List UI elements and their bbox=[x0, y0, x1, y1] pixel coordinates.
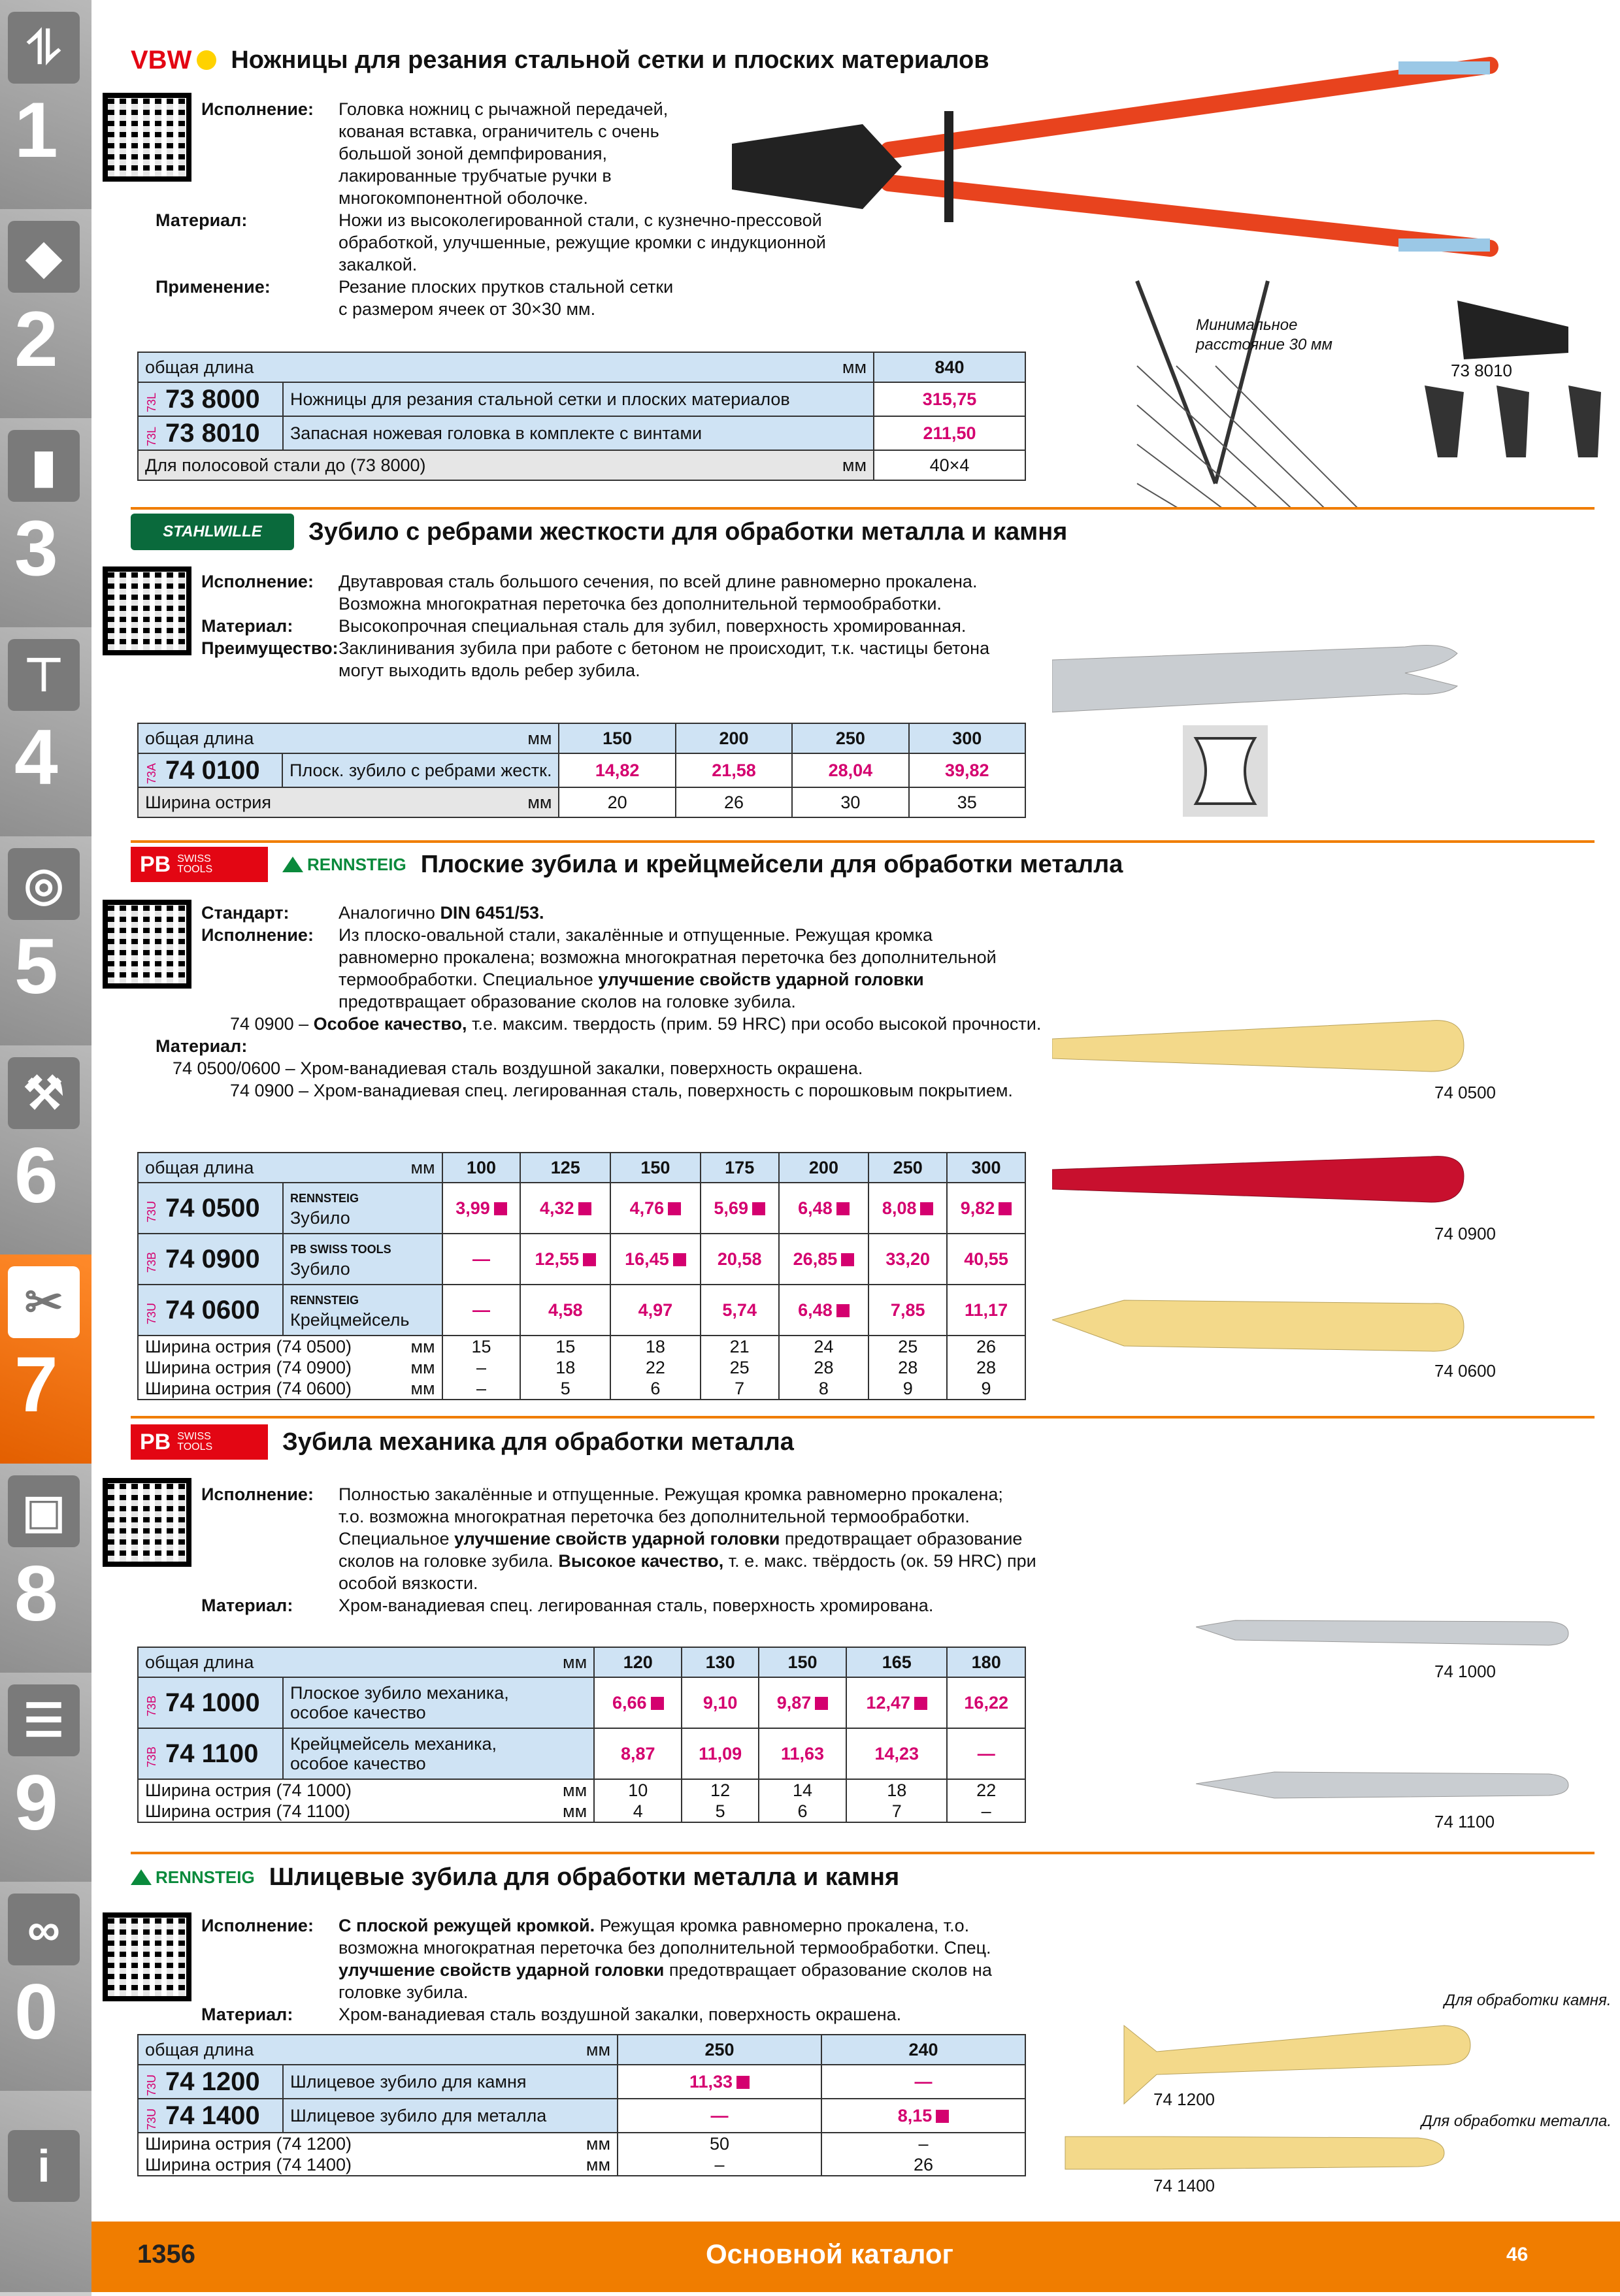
spec-row: Ширина острия (74 1100) мм 4 5 6 7 – bbox=[138, 1801, 1025, 1822]
section-title: Зубило с ребрами жесткости для обработки металла и камня bbox=[308, 517, 1068, 546]
chapter-tab-7[interactable]: ✂ 7 bbox=[0, 1255, 91, 1468]
brand-label: RENNSTEIG bbox=[290, 1294, 359, 1307]
chapter-tab-8[interactable]: ▣ 8 bbox=[0, 1464, 91, 1677]
catalog-page bbox=[91, 0, 1620, 2292]
section-header bbox=[131, 1422, 794, 1462]
price-cell: 11,17 bbox=[947, 1285, 1025, 1336]
price-cell: 4,32 bbox=[520, 1183, 610, 1234]
brand-label: PB SWISS TOOLS bbox=[290, 1243, 391, 1256]
product-images-slotted-chisels bbox=[1052, 1986, 1620, 2189]
qr-code-icon[interactable] bbox=[108, 1483, 186, 1562]
chapter-tab-1[interactable]: ⥮ 1 bbox=[0, 0, 91, 213]
price-cell: 4,76 bbox=[610, 1183, 701, 1234]
section-title: Шлицевые зубила для обработки металла и камня bbox=[269, 1863, 900, 1891]
image-caption: 73 8010 bbox=[1451, 361, 1512, 380]
price-cell: 16,22 bbox=[947, 1677, 1025, 1728]
section-header bbox=[131, 512, 1067, 551]
section-divider bbox=[131, 840, 1595, 843]
section-header bbox=[131, 845, 1123, 884]
qr-code-icon[interactable] bbox=[108, 1918, 186, 1996]
table-row[interactable]: 73L 73 8000 Ножницы для резания стальной сетки и плоских материалов 315,75 bbox=[138, 382, 1025, 416]
product-images-flat-chisels bbox=[1052, 1006, 1575, 1372]
rennsteig-logo: RENNSTEIG bbox=[282, 855, 406, 875]
price-cell: — bbox=[947, 1728, 1025, 1779]
safety-glasses-icon: ∞ bbox=[8, 1894, 80, 1965]
product-table-ribbed-chisel: общая длина мм 150 200 250 300 73A 74 0100 Плоск. зубило с ребрами жестк. 14,82 21,58 28,04 39,82 Ширина острия мм 20 26 30 35 bbox=[137, 723, 1026, 818]
stock-marker-icon bbox=[736, 2076, 750, 2089]
stock-marker-icon bbox=[920, 1202, 933, 1215]
section-divider bbox=[131, 507, 1595, 510]
price-cell: 14,23 bbox=[846, 1728, 947, 1779]
qr-code-icon[interactable] bbox=[108, 98, 186, 176]
price-cell: — bbox=[442, 1285, 521, 1336]
price-cell: 6,48 bbox=[779, 1285, 869, 1336]
price-cell: 40,55 bbox=[947, 1234, 1025, 1285]
grinding-disc-icon: ◎ bbox=[8, 848, 80, 920]
price-cell: 16,45 bbox=[610, 1234, 701, 1285]
product-table-flat-chisels: общая длина мм 100 125 150 175 200 250 300 73U 74 0500 RENNSTEIG Зубило 3,99 4,32 4,76 5,69 6,48 8,08 9,82 73B 74 0900 PB SWISS TOOLS Зубило — 12,55 16,45 20,58 26,85 33,20 40,55 73U 74 0600 RENNSTEIG Крейцмейсель — 4,58 4,97 5,74 6,48 7,85 11,17 Ширина острия (74 0500) мм 15 15 18 21 24 25 26 Ширина острия (74 0900) мм – 18 22 25 28 28 28 Ширина острия (74 0600) мм – 5 6 7 8 9 9 bbox=[137, 1152, 1026, 1400]
price-cell: 6,48 bbox=[779, 1183, 869, 1234]
collet-icon: ▮ bbox=[8, 430, 80, 502]
pb-swiss-tools-logo: PB SWISS TOOLS bbox=[131, 847, 268, 882]
image-caption: 74 1000 bbox=[1434, 1662, 1496, 1681]
price-cell: 8,87 bbox=[594, 1728, 682, 1779]
chapter-tab-3[interactable]: ▮ 3 bbox=[0, 418, 91, 631]
price-cell: — bbox=[618, 2099, 821, 2133]
table-row[interactable]: 73U 74 0500 RENNSTEIG Зубило 3,99 4,32 4,76 5,69 6,48 8,08 9,82 bbox=[138, 1183, 1025, 1234]
price-cell: 3,99 bbox=[442, 1183, 521, 1234]
chapter-tab-4[interactable]: ⊤ 4 bbox=[0, 627, 91, 840]
image-caption: 74 0900 bbox=[1434, 1224, 1496, 1243]
stock-marker-icon bbox=[673, 1253, 686, 1266]
product-table-shears: общая длина мм 840 73L 73 8000 Ножницы для резания стальной сетки и плоских материалов 315,75 73L 73 8010 Запасная ножевая головка в комплекте с винтами 211,50 Для полосовой стали до (73 8000) мм 40×4 bbox=[137, 352, 1026, 481]
stock-marker-icon bbox=[999, 1202, 1012, 1215]
stock-marker-icon bbox=[815, 1697, 828, 1710]
stock-marker-icon bbox=[936, 2110, 949, 2123]
stock-marker-icon bbox=[651, 1697, 664, 1710]
price-cell: — bbox=[442, 1234, 521, 1285]
footer-number: 46 bbox=[1506, 2244, 1529, 2265]
vbw-logo: VBW bbox=[131, 46, 216, 75]
section-title: Зубила механика для обработки металла bbox=[282, 1428, 794, 1456]
image-caption: 74 1200 bbox=[1153, 2090, 1215, 2109]
stock-marker-icon bbox=[836, 1304, 850, 1317]
product-images-mechanic-chisels bbox=[1196, 1614, 1588, 1810]
product-description: Стандарт: Аналогично DIN 6451/53. Исполнение: Из плоско-овальной стали, закалённые и отпущенные. Режущая кромка равномерно прокалена; возможна многократная переточка без дополнительной термообработки. Специальное улучшение свойств ударной головки предотвращает образование сколов на головке зубила. 74 0900 – Особое качество, т.е. максим. твердость (прим. 59 HRC) при особо высокой прочности. Материал: 74 0500/0600 – Хром-ванадиевая сталь воздушной закалки, поверхность окрашена. 74 0900 – Хром-ванадиевая спец. легированная сталь, поверхность с порошковым покрытием. bbox=[156, 903, 1042, 1100]
stock-marker-icon bbox=[578, 1202, 591, 1215]
stock-marker-icon bbox=[494, 1202, 507, 1215]
product-description: Исполнение: С плоской режущей кромкой. Режущая кромка равномерно прокалена, т.о. возможна многократная переточка без дополнительной термообработки. Спец. улучшение свойств ударной головки предотвращает образование сколов на головке зубила. Материал: Хром-ванадиевая сталь воздушной закалки, поверхность окрашена. bbox=[201, 1916, 992, 2024]
image-caption: 74 0500 bbox=[1434, 1083, 1496, 1102]
spec-row: Ширина острия (74 0500) мм 15 15 18 21 24 25 26 bbox=[138, 1336, 1025, 1357]
chapter-tab-9[interactable]: ☰ 9 bbox=[0, 1673, 91, 1886]
chapter-tab-6[interactable]: ⚒ 6 bbox=[0, 1045, 91, 1258]
price-cell: 6,66 bbox=[594, 1677, 682, 1728]
stock-marker-icon bbox=[914, 1697, 927, 1710]
note-min-distance: Минимальное расстояние 30 мм bbox=[1196, 316, 1332, 353]
cabinet-icon: ☰ bbox=[8, 1684, 80, 1756]
image-caption: 74 1100 bbox=[1434, 1812, 1495, 1831]
product-description: Исполнение: Головка ножниц с рычажной передачей, кованая вставка, ограничитель с очень большой зоной демпфирования, лакированные трубчатые ручки в многокомпонентной оболочке. Материал: Ножи из высоколегированной стали, с кузнечно-прессовой обработкой, улучшенные, режущие кромки с индукционной закалкой. Применение: Резание плоских прутков стальной сетки с размером ячеек от 30×30 мм. bbox=[156, 99, 826, 319]
stock-marker-icon bbox=[668, 1202, 681, 1215]
price-cell: 20,58 bbox=[701, 1234, 779, 1285]
insert-icon: ◆ bbox=[8, 221, 80, 293]
chapter-tab-5[interactable]: ◎ 5 bbox=[0, 836, 91, 1049]
section-divider bbox=[131, 1416, 1595, 1419]
toolbox-icon: ▣ bbox=[8, 1475, 80, 1547]
stahlwille-logo: STAHLWILLE bbox=[131, 514, 294, 550]
chapter-tab-2[interactable]: ◆ 2 bbox=[0, 209, 91, 422]
caliper-icon: ⊤ bbox=[8, 639, 80, 711]
page-number: 1356 bbox=[137, 2240, 195, 2269]
pliers-icon: ✂ bbox=[8, 1266, 80, 1338]
product-description: Исполнение: Полностью закалённые и отпущенные. Режущая кромка равномерно прокалена; т.о. возможна многократная переточка без дополнительной термообработки. Специальное улучшение свойств ударной головки предотвращает образование сколов на головке зубила. Высокое качество, т. е. макс. твёрдость (ок. 59 HRC) при особой вязкости. Материал: Хром-ванадиевая спец. легированная сталь, поверхность хромирована. bbox=[201, 1484, 1036, 1615]
note-metal: Для обработки металла. bbox=[1421, 2112, 1612, 2130]
product-table-slotted-chisels: общая длина мм 250 240 73U 74 1200 Шлицевое зубило для камня 11,33 — 73U 74 1400 Шлицевое зубило для металла — 8,15 Ширина острия (74 1200) мм 50 – Ширина острия (74 1400) мм – 26 bbox=[137, 2034, 1026, 2176]
chapter-tab-0[interactable]: ∞ 0 bbox=[0, 1882, 91, 2095]
price-cell: 8,15 bbox=[821, 2099, 1025, 2133]
price-cell: 5,74 bbox=[701, 1285, 779, 1336]
wrench-icon: ⚒ bbox=[8, 1057, 80, 1129]
stock-marker-icon bbox=[841, 1253, 854, 1266]
price-cell: 26,85 bbox=[779, 1234, 869, 1285]
stock-marker-icon bbox=[752, 1202, 765, 1215]
page-footer bbox=[91, 2222, 1620, 2292]
pb-swiss-tools-logo: PB SWISS TOOLS bbox=[131, 1424, 268, 1460]
price-cell: 9,87 bbox=[759, 1677, 846, 1728]
note-stone: Для обработки камня. bbox=[1444, 1992, 1612, 2009]
table-row[interactable]: 73B 74 1100 Крейцмейсель механика, особое качество 8,87 11,09 11,63 14,23 — bbox=[138, 1728, 1025, 1779]
price-cell: 7,85 bbox=[868, 1285, 947, 1336]
image-caption: 74 0600 bbox=[1434, 1361, 1496, 1381]
section-divider bbox=[131, 1852, 1595, 1854]
table-row[interactable]: 73U 74 1400 Шлицевое зубило для металла — 8,15 bbox=[138, 2099, 1025, 2133]
table-row[interactable]: 73B 74 1000 Плоское зубило механика, особое качество 6,66 9,10 9,87 12,47 16,22 bbox=[138, 1677, 1025, 1728]
table-row[interactable]: 73U 74 1200 Шлицевое зубило для камня 11,33 — bbox=[138, 2065, 1025, 2099]
qr-code-icon[interactable] bbox=[108, 905, 186, 983]
table-row[interactable]: 73A 74 0100 Плоск. зубило с ребрами жестк. 14,82 21,58 28,04 39,82 bbox=[138, 753, 1025, 787]
chapter-tab-info[interactable] bbox=[0, 2091, 91, 2296]
table-row[interactable]: 73B 74 0900 PB SWISS TOOLS Зубило — 12,55 16,45 20,58 26,85 33,20 40,55 bbox=[138, 1234, 1025, 1285]
spec-row: Ширина острия (74 0900) мм – 18 22 25 28 28 28 bbox=[138, 1357, 1025, 1378]
stock-marker-icon bbox=[836, 1202, 850, 1215]
price-cell: 9,10 bbox=[682, 1677, 759, 1728]
price-cell: 11,09 bbox=[682, 1728, 759, 1779]
price-cell: 33,20 bbox=[868, 1234, 947, 1285]
drill-icon: ⥮ bbox=[8, 12, 80, 84]
price-cell: 4,97 bbox=[610, 1285, 701, 1336]
spec-row: Ширина острия (74 1400) мм – 26 bbox=[138, 2154, 1025, 2176]
qr-code-icon[interactable] bbox=[108, 572, 186, 650]
price-cell: 9,82 bbox=[947, 1183, 1025, 1234]
stock-marker-icon bbox=[583, 1253, 596, 1266]
section-header bbox=[131, 1858, 899, 1897]
price-cell: 11,33 bbox=[618, 2065, 821, 2099]
rennsteig-triangle-icon bbox=[282, 857, 303, 872]
image-caption: 74 1400 bbox=[1153, 2176, 1215, 2195]
price-cell: 12,47 bbox=[846, 1677, 947, 1728]
price-cell: 11,63 bbox=[759, 1728, 846, 1779]
brand-label: RENNSTEIG bbox=[290, 1192, 359, 1205]
price-cell: — bbox=[821, 2065, 1025, 2099]
rennsteig-logo: RENNSTEIG bbox=[131, 1867, 255, 1888]
product-image-chisel-ribbed bbox=[1052, 634, 1575, 823]
spec-row: Ширина острия (74 1200) мм 50 – bbox=[138, 2133, 1025, 2154]
table-row[interactable]: 73L 73 8010 Запасная ножевая головка в комплекте с винтами 211,50 bbox=[138, 416, 1025, 450]
rennsteig-triangle-icon bbox=[131, 1869, 152, 1885]
spec-row: Ширина острия (74 0600) мм – 5 6 7 8 9 9 bbox=[138, 1378, 1025, 1400]
product-description: Исполнение: Двутавровая сталь большого сечения, по всей длине равномерно прокалена. Возможна многократная переточка без дополнительной термообработки. Материал: Высокопрочная специальная сталь для зубил, поверхность хромированная. Преимущество: Заклинивания зубила при работе с бетоном не происходит, т.к. частицы бетона могут выходить вдоль ребер зубила. bbox=[201, 572, 990, 680]
spec-row: Ширина острия (74 1000) мм 10 12 14 18 22 bbox=[138, 1779, 1025, 1801]
section-title: Плоские зубила и крейцмейсели для обработки металла bbox=[420, 850, 1123, 878]
catalog-title: Основной каталог bbox=[706, 2239, 953, 2269]
section-title: Ножницы для резания стальной сетки и плоских материалов bbox=[231, 46, 989, 74]
price-cell: 12,55 bbox=[520, 1234, 610, 1285]
product-table-mechanic-chisels: общая длина мм 120 130 150 165 180 73B 74 1000 Плоское зубило механика, особое качество 6,66 9,10 9,87 12,47 16,22 73B 74 1100 Крейцмейсель механика, особое качество 8,87 11,09 11,63 14,23 — Ширина острия (74 1000) мм 10 12 14 18 22 Ширина острия (74 1100) мм 4 5 6 7 – bbox=[137, 1647, 1026, 1823]
info-icon: i bbox=[8, 2130, 80, 2202]
price-cell: 4,58 bbox=[520, 1285, 610, 1336]
price-cell: 5,69 bbox=[701, 1183, 779, 1234]
table-row[interactable]: 73U 74 0600 RENNSTEIG Крейцмейсель — 4,58 4,97 5,74 6,48 7,85 11,17 bbox=[138, 1285, 1025, 1336]
chapter-sidebar bbox=[0, 0, 91, 2292]
price-cell: 8,08 bbox=[868, 1183, 947, 1234]
